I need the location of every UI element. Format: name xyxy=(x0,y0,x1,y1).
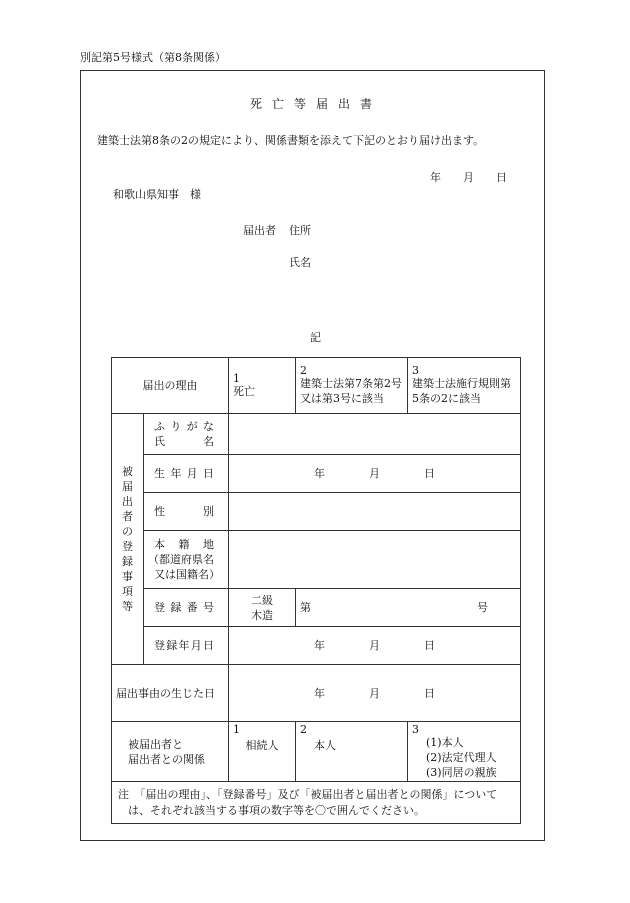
reason-label: 届出の理由 xyxy=(112,358,229,414)
birthdate-field[interactable] xyxy=(229,455,521,493)
event-date-field[interactable] xyxy=(229,665,521,722)
sex-label: 性別 xyxy=(154,505,214,518)
section-label-char: 届 xyxy=(122,480,133,493)
regno-field[interactable] xyxy=(296,589,521,627)
ki-heading: 記 xyxy=(310,331,321,344)
regdate-field[interactable] xyxy=(229,627,521,665)
section-label-char: 出 xyxy=(122,495,133,508)
relation-option-2-number: 2 xyxy=(300,723,307,736)
section-label xyxy=(116,464,139,614)
domicile-row xyxy=(112,531,521,589)
birthdate-placeholder: 年 月 日 xyxy=(314,467,435,480)
relation-option-1-number: 1 xyxy=(233,723,240,736)
notifier-address-label: 住所 xyxy=(289,224,311,237)
form-title: 死亡等届出書 xyxy=(250,97,383,111)
regno-label: 登録番号 xyxy=(154,601,214,614)
birthdate-row xyxy=(112,455,521,493)
event-date-label: 届出事由の生じた日 xyxy=(112,665,229,722)
relation-option-3-number: 3 xyxy=(412,723,419,736)
section-label-char: 等 xyxy=(122,600,133,613)
reason-option-3[interactable] xyxy=(408,358,521,414)
name-field[interactable] xyxy=(229,414,521,455)
note-row xyxy=(112,782,521,824)
domicile-note-2: 又は国籍名） xyxy=(154,568,220,581)
section-label-char: 被 xyxy=(122,465,133,478)
name-row xyxy=(112,414,521,455)
sex-row xyxy=(112,493,521,531)
sex-field[interactable] xyxy=(229,493,521,531)
domicile-note-1: （都道府県名 xyxy=(148,553,214,566)
relation-row xyxy=(112,722,521,782)
notification-table xyxy=(111,357,521,824)
intro-text: 建築士法第8条の2の規定により、関係書類を添えて下記のとおり届け出ます。 xyxy=(97,134,485,147)
relation-label-1: 被届出者と xyxy=(128,737,183,751)
birthdate-label-cell xyxy=(144,455,229,493)
section-label-char: 登 xyxy=(122,540,133,553)
reason-option-2-number: 2 xyxy=(300,364,307,377)
relation-label-2: 届出者との関係 xyxy=(128,752,205,766)
event-date-placeholder: 年 月 日 xyxy=(314,686,435,700)
note-cell xyxy=(112,782,521,824)
regno-row xyxy=(112,589,521,627)
reason-option-3-number: 3 xyxy=(412,364,419,377)
domicile-label-cell xyxy=(144,531,229,589)
section-label-char: 項 xyxy=(122,585,133,598)
notifier-label: 届出者 xyxy=(243,224,276,237)
regno-class-2: 木造 xyxy=(251,608,273,622)
furigana-label: ふりがな xyxy=(154,420,214,433)
relation-option-1[interactable] xyxy=(229,722,296,782)
section-label-char: の xyxy=(122,525,133,538)
relation-option-3[interactable] xyxy=(408,722,521,782)
reason-row xyxy=(112,358,521,414)
regno-class[interactable] xyxy=(229,589,296,627)
reason-option-2-text: 建築士法第7条第2号又は第3号に該当 xyxy=(300,377,402,405)
relation-option-2[interactable] xyxy=(296,722,408,782)
event-date-row xyxy=(112,665,521,722)
section-label-vertical xyxy=(112,414,144,665)
regdate-row xyxy=(112,627,521,665)
relation-option-2-text: 本人 xyxy=(314,739,336,752)
date-line: 年 月 日 xyxy=(430,171,507,184)
reason-option-1[interactable] xyxy=(229,358,296,414)
relation-option-3-line-1: (1)本人 xyxy=(426,736,464,749)
addressee: 和歌山県知事 様 xyxy=(113,188,201,201)
notifier-name-label: 氏名 xyxy=(289,256,311,269)
section-label-char: 者 xyxy=(122,510,133,523)
regno-label-cell xyxy=(144,589,229,627)
regdate-label: 登録年月日 xyxy=(154,639,214,652)
section-label-char: 録 xyxy=(122,555,133,568)
relation-option-3-line-2: (2)法定代理人 xyxy=(426,751,497,764)
reason-option-3-text: 建築士法施行規則第5条の2に該当 xyxy=(412,377,511,405)
reason-option-2[interactable] xyxy=(296,358,408,414)
relation-label xyxy=(112,722,229,782)
name-label-cell xyxy=(144,414,229,455)
note-text: 注 「届出の理由」、「登録番号」及び「被届出者と届出者との関係」については、それぞれ該当する事項の数字等を〇で囲んでください。 xyxy=(118,787,498,817)
regno-suffix: 号 xyxy=(477,601,488,614)
section-label-char: 事 xyxy=(122,570,133,583)
domicile-field[interactable] xyxy=(229,531,521,589)
regno-prefix: 第 xyxy=(300,601,311,614)
birthdate-label: 生年月日 xyxy=(154,467,214,480)
form-header-note: 別記第5号様式（第8条関係） xyxy=(80,51,226,64)
reason-option-1-number: 1 xyxy=(233,371,240,385)
sex-label-cell xyxy=(144,493,229,531)
regno-class-1: 二級 xyxy=(251,593,273,607)
regdate-label-cell xyxy=(144,627,229,665)
domicile-label: 本籍地 xyxy=(154,538,214,551)
reason-option-1-text: 死亡 xyxy=(233,384,255,398)
relation-option-1-text: 相続人 xyxy=(245,739,279,752)
regdate-placeholder: 年 月 日 xyxy=(314,639,435,652)
name-label: 氏名 xyxy=(154,435,214,448)
relation-option-3-line-3: (3)同居の親族 xyxy=(426,766,497,779)
